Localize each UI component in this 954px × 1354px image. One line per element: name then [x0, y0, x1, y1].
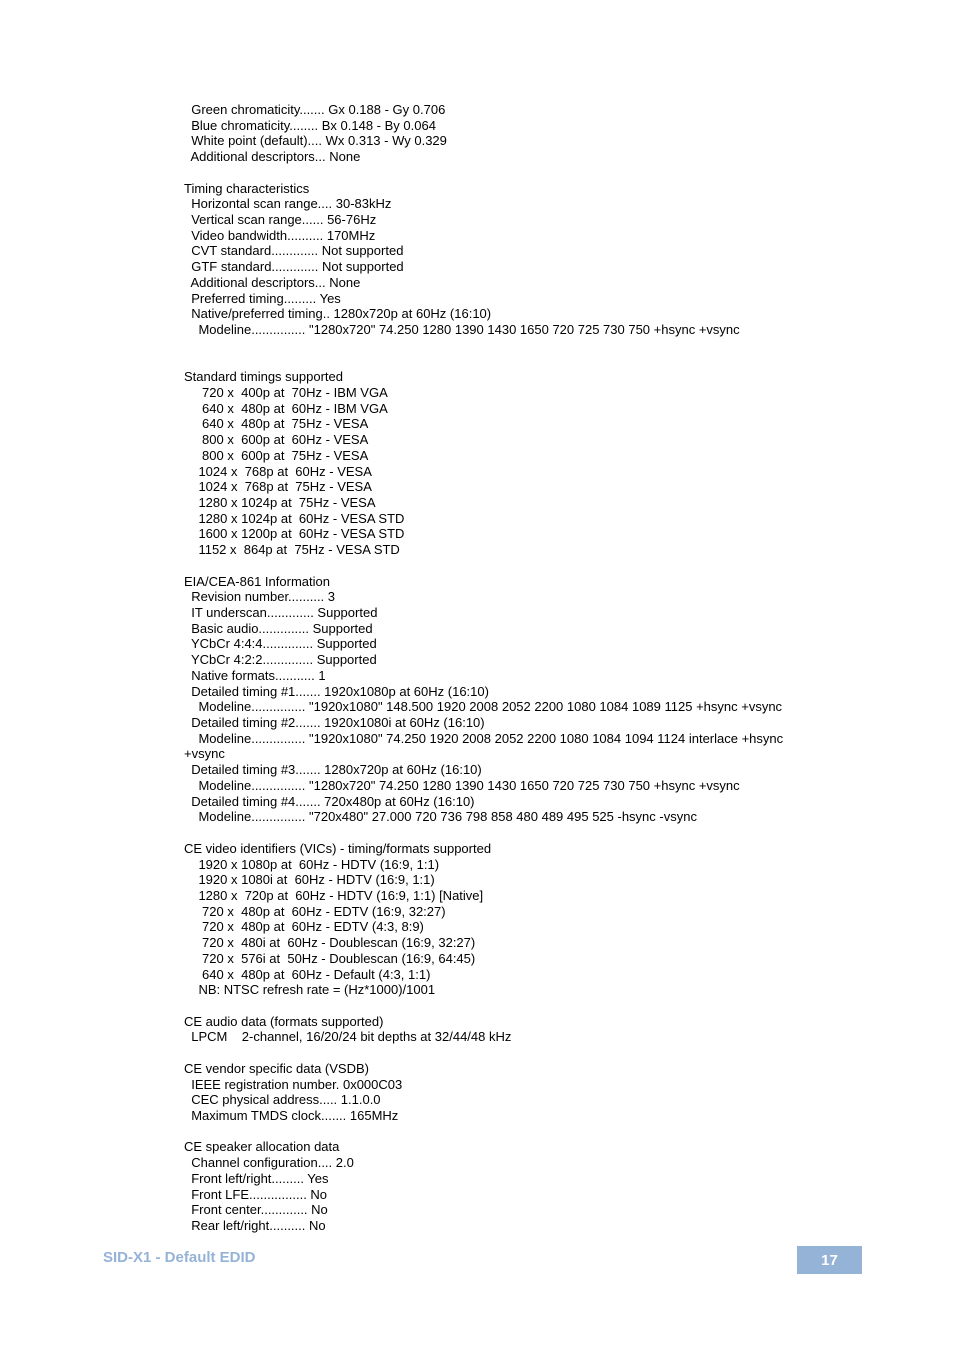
report-line: 720 x 400p at 70Hz - IBM VGA	[184, 384, 388, 400]
report-line: LPCM 2-channel, 16/20/24 bit depths at 32/44/48 kHz	[184, 1029, 512, 1045]
report-line: Detailed timing #4....... 720x480p at 60Hz (16:10)	[184, 793, 475, 809]
report-line: +vsync	[184, 746, 225, 762]
report-line: Standard timings supported	[184, 369, 343, 385]
report-line: EIA/CEA-861 Information	[184, 573, 330, 589]
blank-line	[184, 1045, 824, 1061]
report-line: CVT standard............. Not supported	[184, 243, 404, 259]
report-line: 1152 x 864p at 75Hz - VESA STD	[184, 542, 400, 558]
report-line: 720 x 480p at 60Hz - EDTV (4:3, 8:9)	[184, 919, 424, 935]
report-line: 1920 x 1080p at 60Hz - HDTV (16:9, 1:1)	[184, 856, 440, 872]
report-line: 1024 x 768p at 75Hz - VESA	[184, 479, 372, 495]
report-line: Preferred timing......... Yes	[184, 290, 341, 306]
blank-line	[184, 354, 824, 370]
report-line: Modeline............... "1920x1080" 74.250 1920 2008 2052 2200 1080 1084 1094 1124 interlace +hsync	[184, 730, 784, 746]
report-line: Native formats........... 1	[184, 667, 326, 683]
report-line: 720 x 480p at 60Hz - EDTV (16:9, 32:27)	[184, 903, 446, 919]
report-line: Detailed timing #2....... 1920x1080i at 60Hz (16:10)	[184, 715, 485, 731]
report-line: Detailed timing #1....... 1920x1080p at 60Hz (16:10)	[184, 683, 489, 699]
report-line: Front LFE................ No	[184, 1186, 328, 1202]
report-line: 720 x 576i at 50Hz - Doublescan (16:9, 64:45)	[184, 950, 476, 966]
report-line: White point (default).... Wx 0.313 - Wy 0.329	[184, 133, 447, 149]
report-line: 1600 x 1200p at 60Hz - VESA STD	[184, 526, 405, 542]
blank-line	[184, 1124, 824, 1140]
report-line: Modeline............... "1280x720" 74.250 1280 1390 1430 1650 720 725 730 750 +hsync +vsync	[184, 777, 740, 793]
report-line: Modeline............... "1920x1080" 148.500 1920 2008 2052 2200 1080 1084 1089 1125 +hsync +vsync	[184, 699, 783, 715]
blank-line	[184, 825, 824, 841]
report-line: Basic audio.............. Supported	[184, 620, 373, 636]
report-line: Rear left/right.......... No	[184, 1218, 326, 1234]
report-line: 720 x 480i at 60Hz - Doublescan (16:9, 32:27)	[184, 935, 476, 951]
report-line: CE audio data (formats supported)	[184, 1013, 384, 1029]
report-line: Channel configuration.... 2.0	[184, 1155, 354, 1171]
report-line: 1280 x 1024p at 75Hz - VESA	[184, 494, 376, 510]
blank-line	[184, 165, 824, 181]
page-number: 17	[821, 1251, 838, 1269]
report-line: 800 x 600p at 60Hz - VESA	[184, 432, 369, 448]
report-line: Blue chromaticity........ Bx 0.148 - By 0.064	[184, 117, 436, 133]
report-line: Horizontal scan range.... 30-83kHz	[184, 196, 392, 212]
report-line: 640 x 480p at 60Hz - IBM VGA	[184, 400, 388, 416]
report-line: 1920 x 1080i at 60Hz - HDTV (16:9, 1:1)	[184, 872, 435, 888]
page-number-badge	[797, 1246, 862, 1274]
footer-title: SID-X1 - Default EDID	[103, 1249, 256, 1266]
report-line: YCbCr 4:4:4.............. Supported	[184, 636, 377, 652]
report-line: CEC physical address..... 1.1.0.0	[184, 1092, 381, 1108]
report-line: Detailed timing #3....... 1280x720p at 60Hz (16:10)	[184, 762, 482, 778]
report-line: 640 x 480p at 60Hz - Default (4:3, 1:1)	[184, 966, 431, 982]
report-line: IEEE registration number. 0x000C03	[184, 1076, 403, 1092]
report-line: 1024 x 768p at 60Hz - VESA	[184, 463, 372, 479]
report-line: Modeline............... "1280x720" 74.250 1280 1390 1430 1650 720 725 730 750 +hsync +vsync	[184, 322, 740, 338]
report-line: YCbCr 4:2:2.............. Supported	[184, 652, 377, 668]
report-line: Maximum TMDS clock....... 165MHz	[184, 1108, 399, 1123]
report-line: Revision number.......... 3	[184, 589, 336, 605]
report-line: Front left/right......... Yes	[184, 1170, 329, 1186]
edid-report-text	[184, 102, 824, 1234]
report-line: Timing characteristics	[184, 180, 310, 196]
report-line: Additional descriptors... None	[184, 274, 361, 290]
report-line: NB: NTSC refresh rate = (Hz*1000)/1001	[184, 982, 436, 998]
report-line: 800 x 600p at 75Hz - VESA	[184, 447, 369, 463]
report-line: GTF standard............. Not supported	[184, 259, 404, 275]
report-line: IT underscan............. Supported	[184, 605, 378, 620]
report-line: Native/preferred timing.. 1280x720p at 60Hz (16:10)	[184, 306, 492, 322]
blank-line	[184, 998, 824, 1014]
report-line: Front center............. No	[184, 1202, 328, 1218]
report-line: CE vendor specific data (VSDB)	[184, 1060, 369, 1076]
report-line: CE speaker allocation data	[184, 1139, 340, 1155]
report-line: CE video identifiers (VICs) - timing/formats supported	[184, 840, 492, 856]
report-line: Additional descriptors... None	[184, 149, 361, 165]
report-line: 1280 x 720p at 60Hz - HDTV (16:9, 1:1) [Native]	[184, 887, 484, 903]
report-line: Video bandwidth.......... 170MHz	[184, 227, 376, 243]
report-line: 640 x 480p at 75Hz - VESA	[184, 416, 369, 432]
blank-line	[184, 558, 824, 574]
report-line: Vertical scan range...... 56-76Hz	[184, 212, 377, 228]
report-line: Modeline............... "720x480" 27.000 720 736 798 858 480 489 495 525 -hsync -vsync	[184, 809, 697, 825]
report-line: 1280 x 1024p at 60Hz - VESA STD	[184, 510, 405, 526]
blank-line	[184, 338, 824, 354]
report-line: Green chromaticity....... Gx 0.188 - Gy 0.706	[184, 102, 446, 117]
